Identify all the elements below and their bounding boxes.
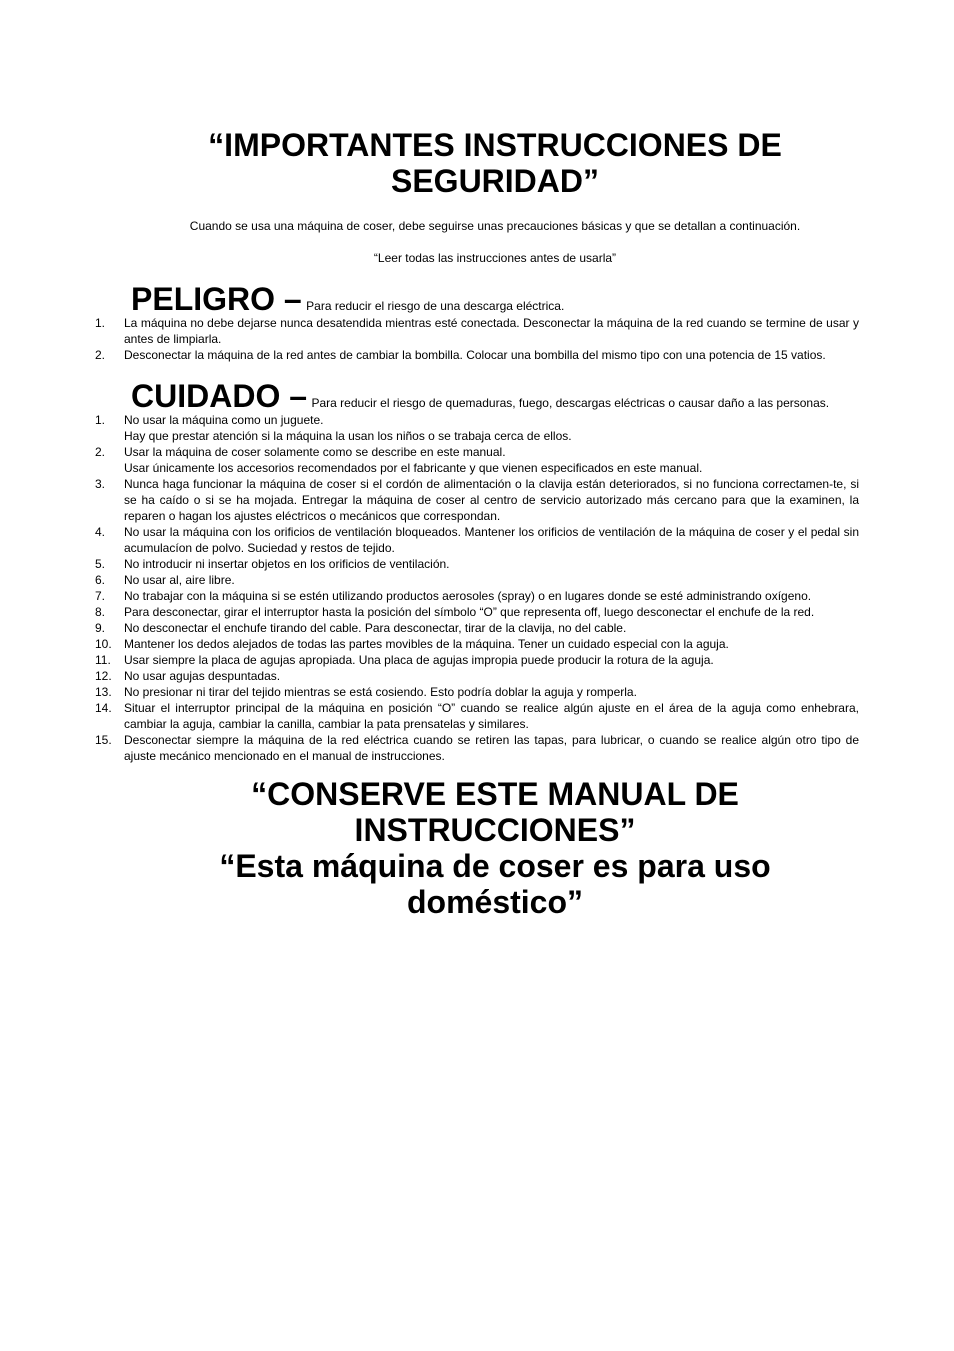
item-number: 15. xyxy=(95,733,112,747)
item-number: 8. xyxy=(95,605,106,619)
item-text: Usar siempre la placa de agujas apropiada. Una placa de agujas impropia puede producir la rotura de la aguja. xyxy=(124,653,714,667)
peligro-list xyxy=(95,315,859,363)
item-number: 9. xyxy=(95,621,106,635)
item-text-continued: Hay que prestar atención si la máquina la usan los niños o se trabaja cerca de ellos. xyxy=(124,429,572,443)
item-number: 2. xyxy=(95,348,106,362)
domestic-use-title xyxy=(150,848,840,920)
item-number: 5. xyxy=(95,557,106,571)
peligro-heading xyxy=(131,283,871,315)
conserve-manual-title xyxy=(150,776,840,848)
cuidado-item xyxy=(95,620,859,636)
item-text: No presionar ni tirar del tejido mientras se está cosiendo. Esto podría doblar la aguja y romperla. xyxy=(124,685,637,699)
item-text: La máquina no debe dejarse nunca desatendida mientras esté conectada. Desconectar la máquina de la red cuando se termine de usar y antes de limpiarla. xyxy=(124,316,859,346)
item-number: 6. xyxy=(95,573,106,587)
main-title xyxy=(150,127,840,199)
item-text: Situar el interruptor principal de la máquina en posición “O” cuando se realice algún ajuste en el área de la aguja como enhebrara, cambiar la aguja, cambiar la canilla, cambiar la pata prensatelas y similares. xyxy=(124,701,859,731)
main-title-line2: SEGURIDAD” xyxy=(390,163,599,199)
item-number: 14. xyxy=(95,701,112,715)
item-text: Mantener los dedos alejados de todas las partes movibles de la máquina. Tener un cuidado especial con la aguja. xyxy=(124,637,729,651)
main-title-line1: “IMPORTANTES INSTRUCCIONES DE xyxy=(208,127,782,163)
cuidado-item xyxy=(95,668,859,684)
item-number: 4. xyxy=(95,525,106,539)
cuidado-list xyxy=(95,412,859,764)
cuidado-item xyxy=(95,572,859,588)
cuidado-title: CUIDADO – xyxy=(131,378,308,414)
peligro-item xyxy=(95,347,859,363)
domestic-line2: doméstico” xyxy=(406,884,584,920)
item-text: Desconectar siempre la máquina de la red eléctrica cuando se retiren las tapas, para lubricar, o cuando se realice algún otro tipo de ajuste mecánico mencionado en el manual de instrucciones. xyxy=(124,733,859,763)
item-number: 10. xyxy=(95,637,112,651)
item-text: No desconectar el enchufe tirando del cable. Para desconectar, tirar de la clavija, no del cable. xyxy=(124,621,627,635)
peligro-item xyxy=(95,315,859,347)
item-number: 2. xyxy=(95,445,106,459)
peligro-title: PELIGRO – xyxy=(131,281,302,317)
item-number: 3. xyxy=(95,477,106,491)
cuidado-item xyxy=(95,732,859,764)
cuidado-item xyxy=(95,684,859,700)
peligro-subtitle: Para reducir el riesgo de una descarga eléctrica. xyxy=(306,299,565,313)
item-text: No introducir ni insertar objetos en los orificios de ventilación. xyxy=(124,557,450,571)
item-text: No usar agujas despuntadas. xyxy=(124,669,281,683)
item-number: 1. xyxy=(95,413,106,427)
intro-text: Cuando se usa una máquina de coser, debe seguirse unas precauciones básicas y que se detallan a continuación. xyxy=(189,219,801,233)
conserve-line1: “CONSERVE ESTE MANUAL DE xyxy=(251,776,739,812)
item-text-continued: Usar únicamente los accesorios recomendados por el fabricante y que vienen especificados en este manual. xyxy=(124,461,703,475)
item-text: No trabajar con la máquina si se estén utilizando productos aerosoles (spray) o en lugares donde se esté administrando oxígeno. xyxy=(124,589,812,603)
item-number: 13. xyxy=(95,685,112,699)
cuidado-subtitle: Para reducir el riesgo de quemaduras, fuego, descargas eléctricas o causar daño a las personas. xyxy=(311,396,830,410)
cuidado-item xyxy=(95,700,859,732)
item-text: Para desconectar, girar el interruptor hasta la posición del símbolo “O” que representa off, luego desconectar el enchufe de la red. xyxy=(124,605,815,619)
read-all-note: “Leer todas las instrucciones antes de usarla” xyxy=(373,251,617,265)
item-number: 12. xyxy=(95,669,112,683)
item-number: 1. xyxy=(95,316,106,330)
cuidado-item xyxy=(95,476,859,524)
cuidado-item xyxy=(95,444,859,476)
domestic-line1: “Esta máquina de coser es para uso xyxy=(219,848,771,884)
item-number: 11. xyxy=(95,653,111,667)
item-text: No usar la máquina como un juguete. xyxy=(124,413,324,427)
cuidado-item xyxy=(95,652,859,668)
cuidado-item xyxy=(95,636,859,652)
cuidado-item xyxy=(95,588,859,604)
cuidado-item xyxy=(95,556,859,572)
item-number: 7. xyxy=(95,589,106,603)
cuidado-item xyxy=(95,524,859,556)
item-text: No usar al, aire libre. xyxy=(124,573,235,587)
cuidado-item xyxy=(95,412,859,444)
conserve-line2: INSTRUCCIONES” xyxy=(354,812,636,848)
cuidado-heading xyxy=(131,380,871,412)
item-text: Nunca haga funcionar la máquina de coser si el cordón de alimentación o la clavija están deteriorados, si no funciona correctamen-te, si se ha caído o si se ha mojada. Entregar la máquina de coser al centro de servicio autorizado más cercano para que la examinen, la reparen o hagan los ajustes eléctricos o mecánicos que correspondan. xyxy=(124,477,859,523)
item-text: No usar la máquina con los orificios de ventilación bloqueados. Mantener los orificios de ventilación de la máquina de coser y el pedal sin acumulacíon de polvo. Suciedad y restos de tejido. xyxy=(124,525,859,555)
cuidado-item xyxy=(95,604,859,620)
item-text: Desconectar la máquina de la red antes de cambiar la bombilla. Colocar una bombilla del mismo tipo con una potencia de 15 vatios. xyxy=(124,348,826,362)
item-text: Usar la máquina de coser solamente como se describe en este manual. xyxy=(124,445,506,459)
